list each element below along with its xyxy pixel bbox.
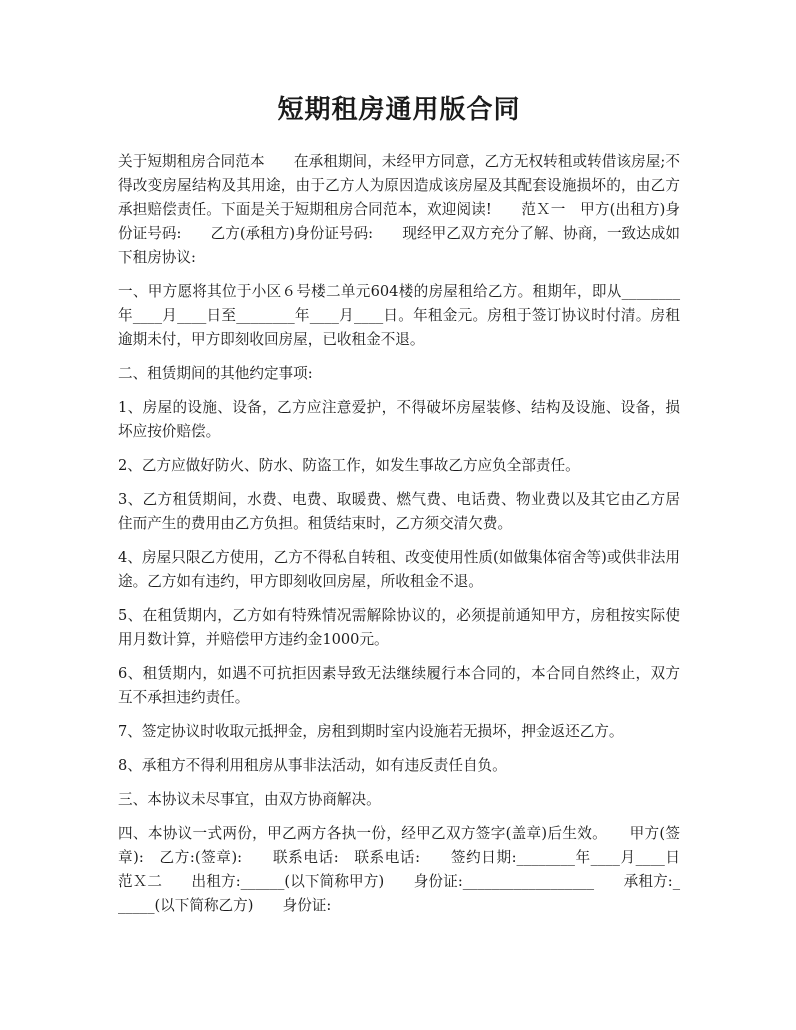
item-7-paragraph: 7、签定协议时收取元抵押金，房租到期时室内设施若无损坏，押金返还乙方。: [118, 723, 624, 740]
document-title: 短期租房通用版合同: [277, 95, 521, 125]
item-3-paragraph: 3、乙方租赁期间，水费、电费、取暖费、燃气费、电话费、物业费以及其它由乙方居住而产生的费用由乙方负担。租赁结束时，乙方须交清欠费。: [118, 491, 680, 532]
item-2-paragraph: 2、乙方应做好防火、防水、防盗工作，如发生事故乙方应负全部责任。: [118, 457, 580, 474]
intro-paragraph: 关于短期租房合同范本 在承租期间，未经甲方同意，乙方无权转租或转借该房屋;不得改变房屋结构及其用途，由于乙方人为原因造成该房屋及其配套设施损坏的，由乙方承担赔偿责任。下面是关于短期租房合同范本，欢迎阅读! 范Ｘ一 甲方(出租方)身份证号码: 乙方(承租方)身份证号码: 现经甲乙双方充分了解、协商，一致达成如下租房协议:: [118, 153, 680, 266]
item-5-paragraph: 5、在租赁期内，乙方如有特殊情况需解除协议的，必须提前通知甲方，房租按实际使用月数计算，并赔偿甲方违约金1000元。: [118, 607, 680, 648]
clause-1-paragraph: 一、甲方愿将其位于小区６号楼二单元604楼的房屋租给乙方。租期年，即从________年____月____日至________年____月____日。年租金元。房租于签订协议时付清。房租逾期未付，甲方即刻收回房屋，已收租金不退。: [118, 283, 680, 348]
item-4-paragraph: 4、房屋只限乙方使用，乙方不得私自转租、改变使用性质(如做集体宿舍等)或供非法用途。乙方如有违约，甲方即刻收回房屋，所收租金不退。: [118, 549, 680, 590]
clause-3-paragraph: 三、本协议未尽事宜，由双方协商解决。: [118, 791, 381, 808]
clause-4-paragraph: 四、本协议一式两份，甲乙两方各执一份，经甲乙双方签字(盖章)后生效。 甲方(签章): 乙方:(签章): 联系电话: 联系电话: 签约日期:________年____月____日 范Ｘ二 出租方:______(以下简称甲方) 身份证:__________________ 承租方:______(以下简称乙方) 身份证:: [118, 825, 710, 914]
document-page: [118, 92, 710, 928]
clause-2-heading: 二、租赁期间的其他约定事项:: [118, 365, 313, 382]
item-1-paragraph: 1、房屋的设施、设备，乙方应注意爱护，不得破坏房屋装修、结构及设施、设备，损坏应按价赔偿。: [118, 399, 680, 440]
item-6-paragraph: 6、租赁期内，如遇不可抗拒因素导致无法继续履行本合同的，本合同自然终止，双方互不承担违约责任。: [118, 665, 680, 706]
item-8-paragraph: 8、承租方不得利用租房从事非法活动，如有违反责任自负。: [118, 757, 507, 774]
